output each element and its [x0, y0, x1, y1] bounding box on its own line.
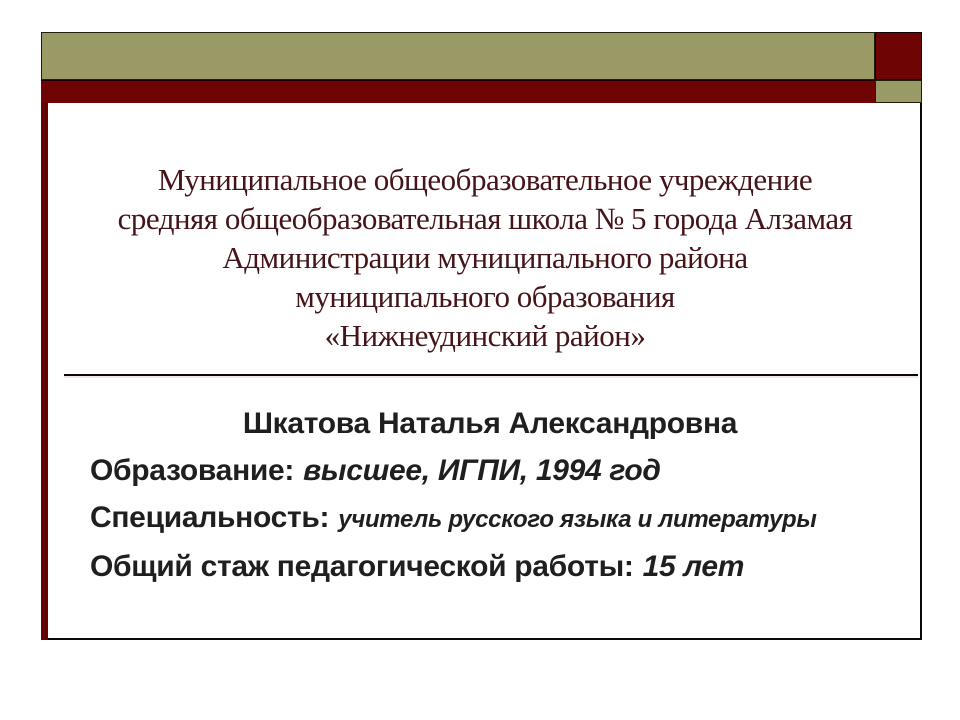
speciality-row [90, 494, 890, 543]
title-line-1: Муниципальное общеобразовательное учреждение [157, 162, 813, 197]
person-name: Шкатова Наталья Александровна [242, 407, 738, 440]
speciality-value: учитель русского языка и литературы [338, 506, 817, 533]
slide-body [90, 400, 890, 590]
left-maroon-stripe [41, 103, 48, 640]
education-value: высшее, ИГПИ, 1994 год [303, 454, 661, 487]
speciality-label: Специальность: [90, 501, 330, 534]
header-maroon-corner-square [875, 32, 922, 80]
education-row [90, 447, 890, 494]
header-olive-corner-square [875, 80, 922, 103]
title-line-5: «Нижнеудинский район» [324, 318, 646, 353]
experience-row [90, 543, 890, 590]
slide-title [62, 160, 908, 355]
slide-content-frame [48, 103, 922, 640]
header-maroon-bar [41, 80, 875, 103]
header-olive-bar [41, 32, 875, 80]
title-line-4: муниципального образования [295, 279, 675, 314]
experience-label: Общий стаж педагогической работы: [90, 550, 634, 583]
education-label: Образование: [90, 454, 295, 487]
experience-value: 15 лет [642, 550, 745, 583]
title-line-2: средняя общеобразовательная школа № 5 города Алзамая [117, 201, 853, 236]
title-body-divider [64, 374, 918, 376]
title-line-3: Администрации муниципального района [222, 240, 748, 275]
